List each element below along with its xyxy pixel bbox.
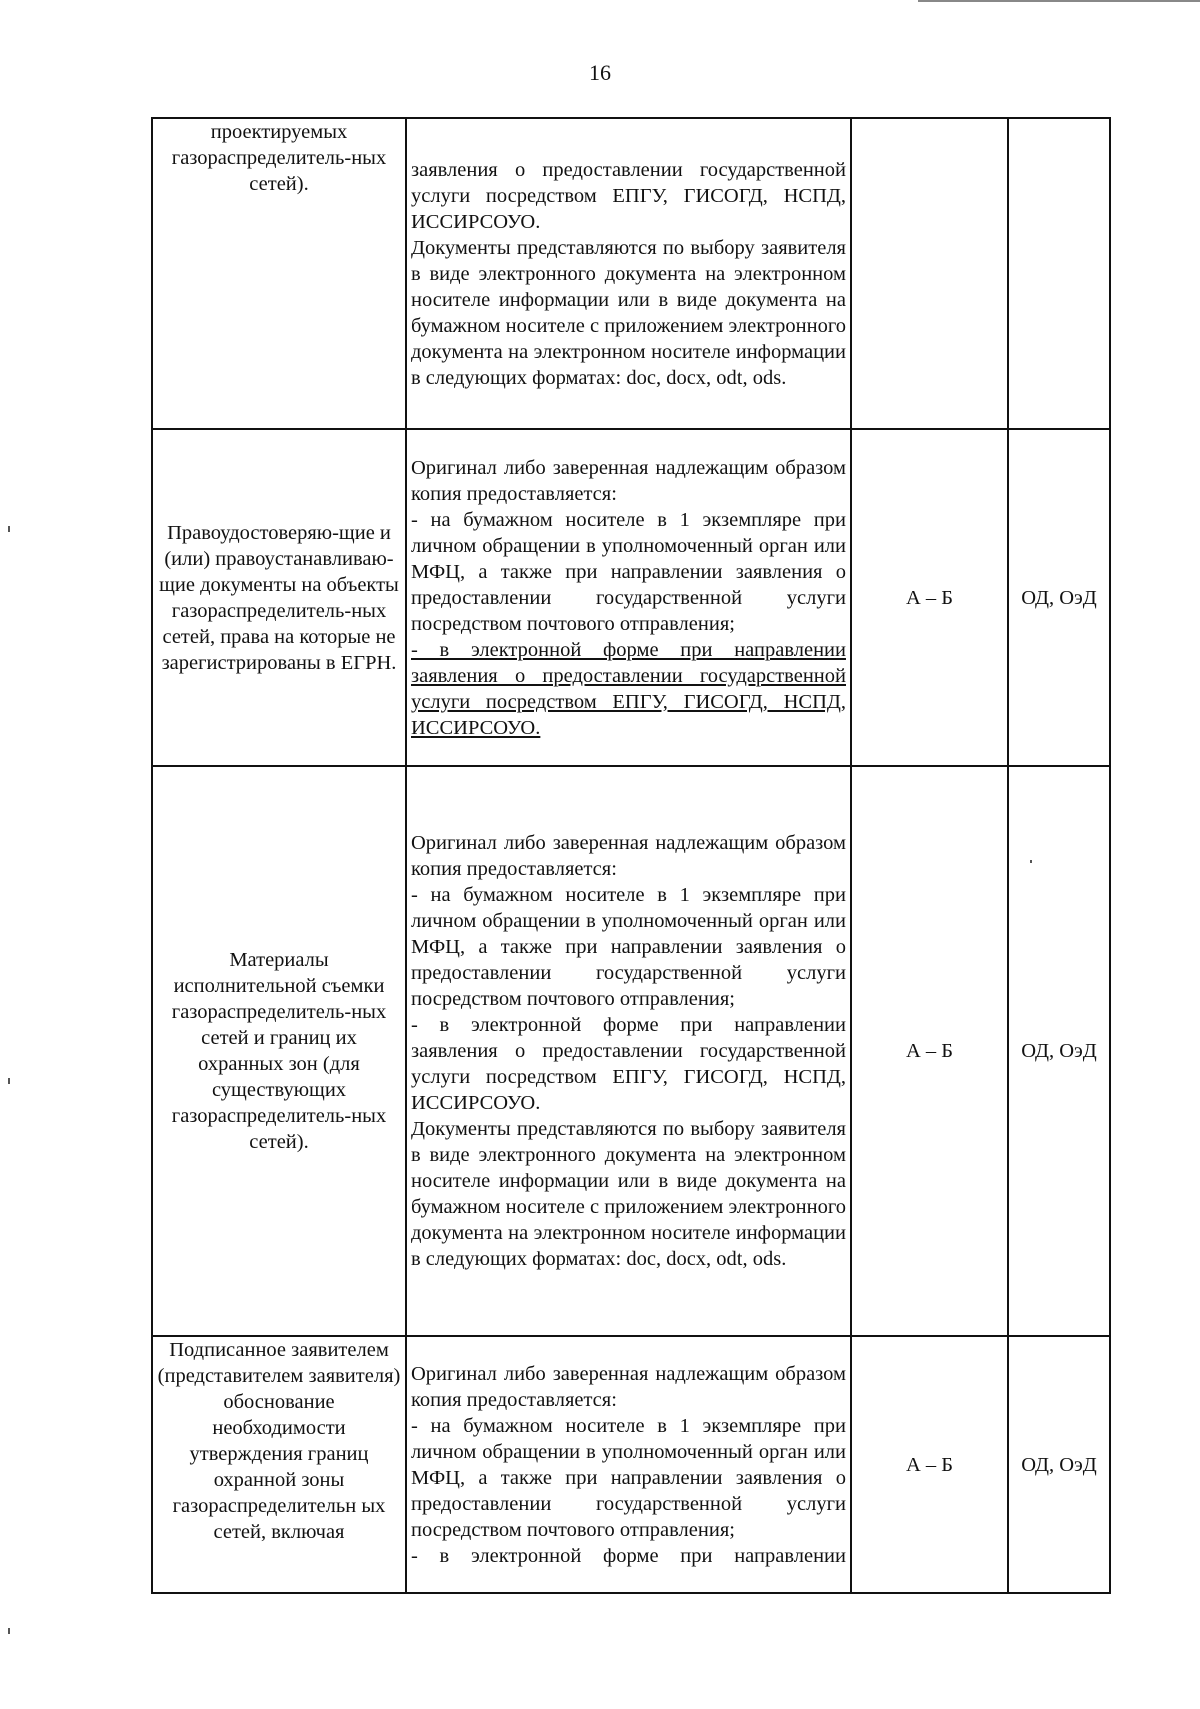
- method-paragraph: Документы представляются по выбору заявителя в виде электронного документа на электронном носителе информации или в виде документа на бумажном носителе с приложением электронного документа на электронном носителе информации в следующих форматах: doc, docx, odt, ods.: [411, 236, 846, 389]
- method-paragraph: - в электронной форме при направлении заявления о предоставлении государственной услуги посредством ЕПГУ, ГИСОГД, НСПД, ИССИРСОУО.: [411, 638, 846, 739]
- method-paragraph: Оригинал либо заверенная надлежащим образом копия предоставляется:: [411, 832, 846, 880]
- applicant-category-cell: [851, 118, 1008, 429]
- applicant-category-cell: А – Б: [851, 1336, 1008, 1593]
- table-row: [152, 1336, 1110, 1593]
- method-paragraph: Оригинал либо заверенная надлежащим образом копия предоставляется:: [411, 1362, 846, 1411]
- document-name-cell: Материалы исполнительной съемки газораспределитель-ных сетей и границ их охранных зон (для существующих газораспределитель-ных сетей).: [152, 766, 406, 1336]
- document-form-cell: ОД, ОэД: [1008, 1336, 1110, 1593]
- method-paragraph: - на бумажном носителе в 1 экземпляре при личном обращении в уполномоченный орган или МФЦ, а также при направлении заявления о предоставлении государственной услуги посредством почтового отправления;: [411, 884, 846, 1010]
- scan-speck: [8, 526, 10, 532]
- submission-method-cell: [406, 766, 851, 1336]
- table-row: [152, 429, 1110, 766]
- scan-speck: [1030, 860, 1032, 863]
- document-name-cell: Правоудостоверяю-щие и (или) правоустанавливаю-щие документы на объекты газораспределитель-ных сетей, права на которые не зарегистрированы в ЕГРН.: [152, 429, 406, 766]
- document-form-cell: ОД, ОэД: [1008, 429, 1110, 766]
- documents-table: [151, 117, 1111, 1594]
- scan-edge-line: [918, 0, 1200, 2]
- method-paragraph: - в электронной форме при направлении: [411, 1544, 846, 1567]
- scan-speck: [8, 1628, 10, 1634]
- page-number: 16: [589, 60, 611, 85]
- document-name-cell: Подписанное заявителем (представителем заявителя) обоснование необходимости утверждения границ охранной зоны газораспределительн ых сетей, включая: [152, 1336, 406, 1593]
- submission-method-cell: [406, 429, 851, 766]
- method-paragraph: заявления о предоставлении государственной услуги посредством ЕПГУ, ГИСОГД, НСПД, ИССИРСОУО.: [411, 158, 846, 233]
- document-name-cell: проектируемых газораспределитель-ных сетей).: [152, 118, 406, 429]
- applicant-category-cell: А – Б: [851, 766, 1008, 1336]
- method-paragraph: - на бумажном носителе в 1 экземпляре при личном обращении в уполномоченный орган или МФЦ, а также при направлении заявления о предоставлении государственной услуги посредством почтового отправления;: [411, 508, 846, 635]
- applicant-category-cell: А – Б: [851, 429, 1008, 766]
- table-row: [152, 766, 1110, 1336]
- method-paragraph: Оригинал либо заверенная надлежащим образом копия предоставляется:: [411, 456, 846, 505]
- method-paragraph: Документы представляются по выбору заявителя в виде электронного документа на электронном носителе информации или в виде документа на бумажном носителе с приложением электронного документа на электронном носителе информации в следующих форматах: doc, docx, odt, ods.: [411, 1118, 846, 1270]
- document-form-cell: ОД, ОэД: [1008, 766, 1110, 1336]
- table-row: [152, 118, 1110, 429]
- scan-speck: [8, 1078, 10, 1084]
- method-paragraph: - на бумажном носителе в 1 экземпляре при личном обращении в уполномоченный орган или МФЦ, а также при направлении заявления о предоставлении государственной услуги посредством почтового отправления;: [411, 1414, 846, 1541]
- submission-method-cell: [406, 1336, 851, 1593]
- submission-method-cell: [406, 118, 851, 429]
- document-form-cell: [1008, 118, 1110, 429]
- method-paragraph: - в электронной форме при направлении заявления о предоставлении государственной услуги посредством ЕПГУ, ГИСОГД, НСПД, ИССИРСОУО.: [411, 1014, 846, 1114]
